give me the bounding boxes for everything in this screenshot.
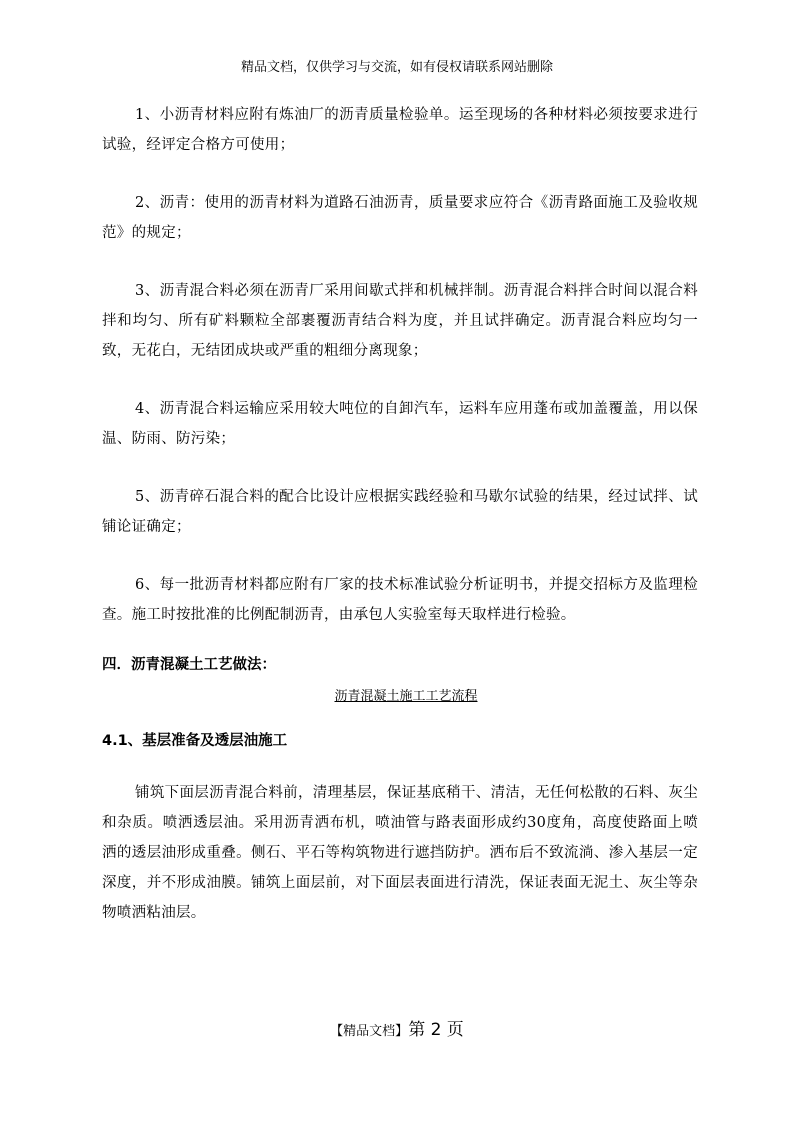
page-number: 第 2 页 [408, 1020, 464, 1040]
header-notice: 精品文档，仅供学习与交流，如有侵权请联系网站删除 [240, 60, 553, 75]
requirement-item-6: 6、每一批沥青材料都应附有厂家的技术标准试验分析证明书，并提交招标方及监理检查。施工时按批准的比例配制沥青，由承包人实验室每天取样进行检验。 [102, 577, 698, 623]
document-body [102, 100, 698, 956]
requirement-item-4: 4、沥青混合料运输应采用较大吨位的自卸汽车，运料车应用蓬布或加盖覆盖，用以保温、防雨、防污染； [102, 401, 698, 447]
page-footer [0, 1015, 794, 1040]
requirement-item-3: 3、沥青混合料必须在沥青厂采用间歇式拌和机械拌制。沥青混合料拌合时间以混合料拌和均匀、所有矿料颗粒全部裹覆沥青结合料为度，并且试拌确定。沥青混合料应均匀一致，无花白，无结团成块或严重的粗细分离现象； [102, 283, 698, 359]
flowchart-caption-text: 沥青混凝土施工工艺流程 [334, 689, 478, 704]
requirement-item-1: 1、小沥青材料应附有炼油厂的沥青质量检验单。运至现场的各种材料必须按要求进行试验，经评定合格方可使用； [102, 107, 698, 153]
page-header [0, 56, 794, 75]
section-heading: 四．沥青混凝土工艺做法： [102, 657, 276, 673]
requirement-item-2: 2、沥青：使用的沥青材料为道路石油沥青，质量要求应符合《沥青路面施工及验收规范》的规定； [102, 195, 698, 241]
subsection-body: 铺筑下面层沥青混合料前，清理基层，保证基底稍干、清洁，无任何松散的石料、灰尘和杂质。喷洒透层油。采用沥青洒布机，喷油管与路表面形成约30度角，高度使路面上喷洒的透层油形成重叠。侧石、平石等构筑物进行遮挡防护。洒布后不致流淌、渗入基层一定深度，并不形成油膜。铺筑上面层前，对下面层表面进行清洗，保证表面无泥土、灰尘等杂物喷洒粘油层。 [102, 785, 698, 921]
requirement-item-5: 5、沥青碎石混合料的配合比设计应根据实践经验和马歇尔试验的结果，经过试拌、试铺论证确定； [102, 489, 698, 535]
subsection-heading: 4.1、基层准备及透层油施工 [102, 733, 288, 749]
flowchart-caption [102, 684, 698, 710]
footer-tag: 【精品文档】 [330, 1024, 409, 1039]
